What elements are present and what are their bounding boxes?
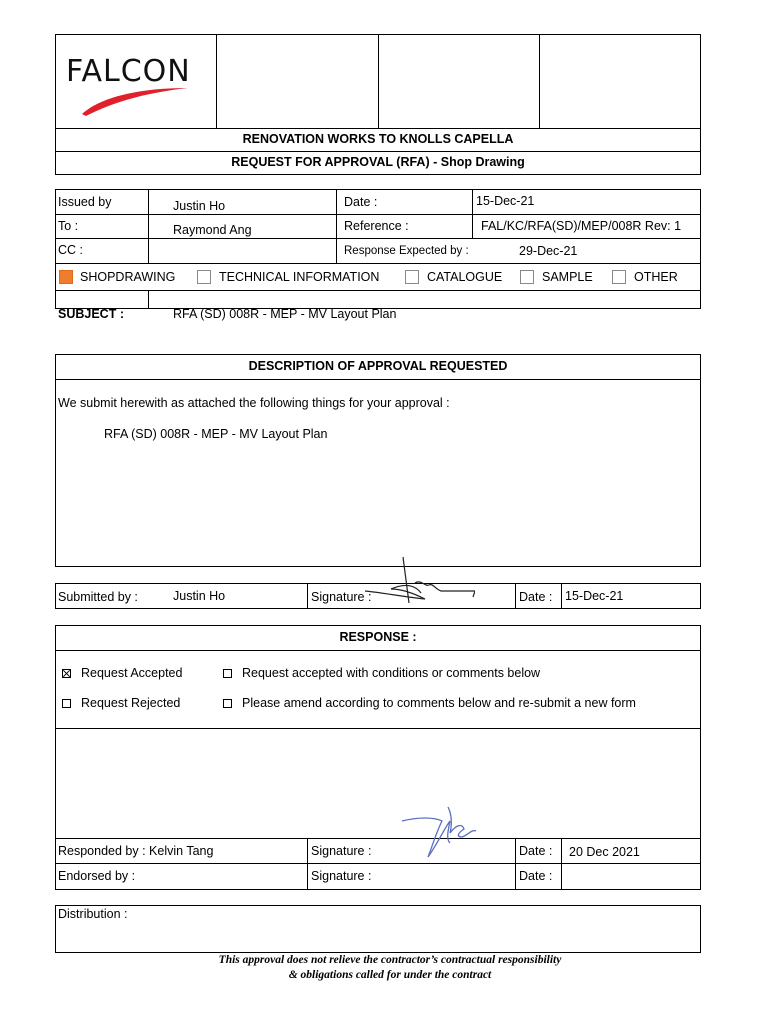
issued-by-label: Issued by: [58, 195, 112, 209]
responded-by-label: Responded by : Kelvin Tang: [58, 844, 214, 858]
request-accepted-checkbox[interactable]: [62, 669, 71, 678]
shopdrawing-label: SHOPDRAWING: [80, 270, 176, 284]
technical-information-checkbox[interactable]: [197, 270, 211, 284]
request-rejected-label: Request Rejected: [81, 696, 181, 710]
technical-information-label: TECHNICAL INFORMATION: [219, 270, 380, 284]
divider: [336, 189, 337, 263]
issued-by-value: Justin Ho: [173, 199, 226, 213]
to-label: To :: [58, 219, 79, 233]
divider: [55, 650, 701, 651]
request-accepted-label: Request Accepted: [81, 666, 183, 680]
endorsed-signature-label: Signature :: [311, 869, 372, 883]
project-title: RENOVATION WORKS TO KNOLLS CAPELLA: [242, 132, 514, 146]
divider: [216, 34, 217, 129]
submitted-by-label: Submitted by :: [58, 590, 138, 604]
divider: [561, 583, 562, 609]
divider: [539, 34, 540, 129]
description-item: RFA (SD) 008R - MEP - MV Layout Plan: [104, 427, 328, 441]
divider: [55, 290, 701, 291]
divider: [307, 583, 308, 609]
date-label: Date :: [344, 195, 378, 209]
catalogue-label: CATALOGUE: [427, 270, 503, 284]
footer-line-1: This approval does not relieve the contractor’s contractual responsibility: [218, 954, 562, 966]
divider: [55, 214, 701, 215]
other-label: OTHER: [634, 270, 678, 284]
cc-label: CC :: [58, 243, 83, 257]
divider: [55, 379, 701, 380]
subject-label: SUBJECT :: [58, 307, 124, 321]
subject-value: RFA (SD) 008R - MEP - MV Layout Plan: [173, 307, 397, 321]
response-title: RESPONSE :: [339, 630, 417, 644]
submitted-date-label: Date :: [519, 590, 553, 604]
divider: [55, 838, 701, 839]
divider: [55, 128, 701, 129]
divider: [55, 263, 701, 264]
responded-date-label: Date :: [519, 844, 553, 858]
description-block: [55, 354, 701, 567]
divider: [55, 728, 701, 729]
divider: [307, 838, 308, 890]
submitted-date-value: 15-Dec-21: [565, 589, 624, 603]
form-title: REQUEST FOR APPROVAL (RFA) - Shop Drawing: [231, 155, 525, 169]
accepted-conditions-label: Request accepted with conditions or comments below: [242, 666, 541, 680]
logo-swoosh: [62, 52, 212, 118]
company-logo: [62, 52, 212, 118]
distribution-label: Distribution :: [58, 907, 128, 921]
request-rejected-checkbox[interactable]: [62, 699, 71, 708]
amend-resubmit-label: Please amend according to comments below and re-submit a new form: [242, 696, 636, 710]
date-value: 15-Dec-21: [476, 194, 535, 208]
responded-date-value: 20 Dec 2021: [569, 845, 640, 859]
responded-signature-label: Signature :: [311, 844, 372, 858]
other-checkbox[interactable]: [612, 270, 626, 284]
submitter-signature: [355, 553, 475, 613]
description-intro: We submit herewith as attached the following things for your approval :: [58, 396, 450, 410]
divider: [55, 863, 701, 864]
response-expected-value: 29-Dec-21: [519, 244, 578, 258]
endorsed-date-label: Date :: [519, 869, 553, 883]
divider: [55, 238, 701, 239]
response-expected-label: Response Expected by :: [344, 245, 469, 257]
submitted-by-name: Justin Ho: [173, 589, 226, 603]
amend-resubmit-checkbox[interactable]: [223, 699, 232, 708]
catalogue-checkbox[interactable]: [405, 270, 419, 284]
sample-label: SAMPLE: [542, 270, 593, 284]
divider: [515, 583, 516, 609]
divider: [55, 151, 701, 152]
submitted-signature-label: Signature :: [311, 590, 372, 604]
logo-text: FALCON: [66, 54, 191, 89]
divider: [148, 189, 149, 263]
endorsed-by-label: Endorsed by :: [58, 869, 136, 883]
distribution-block: [55, 905, 701, 953]
accepted-conditions-checkbox[interactable]: [223, 669, 232, 678]
footer-line-2: & obligations called for under the contract: [288, 969, 492, 981]
reference-label: Reference :: [344, 219, 409, 233]
reference-value: FAL/KC/RFA(SD)/MEP/008R Rev: 1: [481, 219, 682, 233]
to-value: Raymond Ang: [173, 223, 252, 237]
shopdrawing-checkbox[interactable]: [59, 270, 73, 284]
sample-checkbox[interactable]: [520, 270, 534, 284]
description-title: DESCRIPTION OF APPROVAL REQUESTED: [248, 359, 508, 373]
responder-signature: [398, 803, 488, 863]
divider: [472, 189, 473, 238]
divider: [378, 34, 379, 129]
divider: [148, 290, 149, 309]
divider: [515, 838, 516, 890]
divider: [561, 838, 562, 890]
